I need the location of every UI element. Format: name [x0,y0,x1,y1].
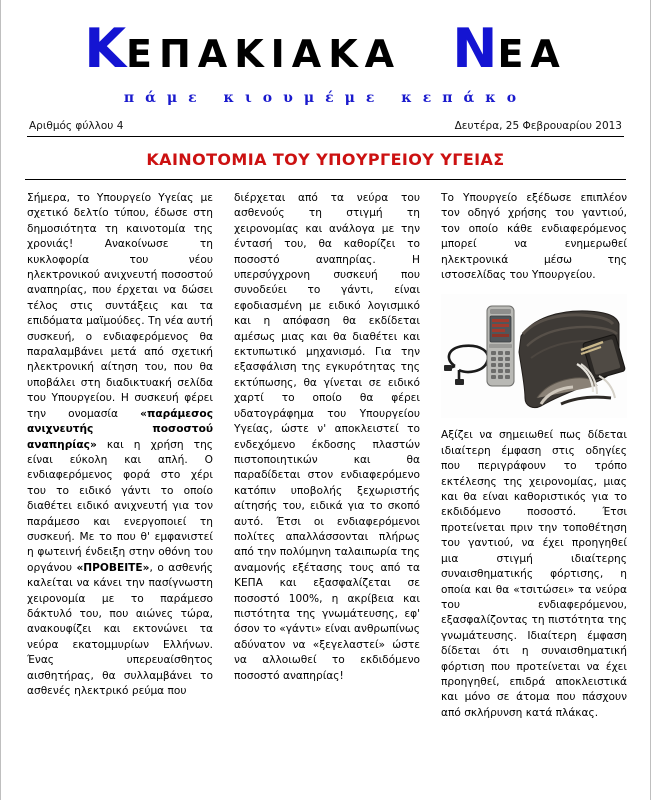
column1-bold-proveite: «ΠΡΟΒΕΙΤΕ» [76,561,150,574]
column1-segment-3: , ο ασθενής καλείται να κάνει την πασίγνωστη χειρονομία με το παράμεσο δάκτυλό του, που αιώνες τώρα, ανακουφίζει και εκτονώνει τα νεύρα εκατομμυρίων Ελλήνων. Ένας υπερευαίσθητος αισθητήρας, θα συλλαμβάνει το ασθενές ηλεκτρικό ρεύμα που [27,561,214,697]
article-photo [441,294,627,418]
article-column-3-text-top: Το Υπουργείο εξέδωσε επιπλέον τον οδηγό χρήσης του γαντιού, τον οποίο κάθε ενδιαφερόμενος μπορεί να ενημερωθεί ηλεκτρονικά μέσω της ιστοσελίδας του Υπουργείου. [441,192,627,282]
masthead-title-word-1 [84,17,402,80]
masthead-subtitle: πάμε κιουμέμε κεπάκο [123,90,528,106]
article-column-3-text-bottom: Αξίζει να σημειωθεί πως δίδεται ιδιαίτερη έμφαση στις οδηγίες που περιγράφουν το τρόπο εκτέλεσης της χειρονομίας, μιας και θα είναι καθοριστικός για το εκδιδόμενο ποσοστό. Έτσι προτείνεται πριν την τοποθέτηση του γαντιού, να έχει προηγηθεί μια στιγμή ιδιαίτερης συναισθηματικής φόρτισης, η οποία και θα «τσιτώσει» τα νεύρα του ενδιαφερόμενου, εξασφαλίζοντας τη πιστότητα της γνωμάτευσης. Ιδιαίτερη έμφαση δίδεται ότι η συναισθηματική φόρτιση που προτείνεται να έχει προηγηθεί, επιδρά αποκλειστικά και μόνο σε άτομα που πάσχουν από σκλήρυνση κατά πλάκας. [441,429,627,719]
issue-date-label: Δευτέρα, 25 Φεβρουαρίου 2013 [454,120,622,132]
article-column-1 [27,191,213,721]
column1-segment-1: Σήμερα, το Υπουργείο Υγείας με σχετικό δελτίο τύπου, έδωσε στη δημοσιότητα τη καινοτομία της χρονιάς! Ανακοίνωσε τη κυκλοφορία του νέου ηλεκτρονικού ανιχνευτή ποσοστού αναπηρίας, που έρχεται να δώσει τέλος στις συντάξεις και τα επιδόματα μαϊμούδες. Τη νέα αυτή συσκευή, ο ενδιαφερόμενος θα παραλαμβάνει μετά από σχετική ηλεκτρονική αίτηση του, που θα υποβάλει στη διαδικτυακή σελίδα του Υπουργείου. Η συσκευή φέρει την ονομασία [27,192,213,420]
masthead-dropcap-n: Ν [452,17,498,80]
masthead-dropcap-k: Κ [84,17,127,80]
article-column-1-text [27,191,213,699]
masthead-meta [27,120,624,132]
article-headline: ΚΑΙΝΟΤΟΜΙΑ ΤΟΥ ΥΠΟΥΡΓΕΙΟΥ ΥΓΕΙΑΣ [146,150,505,169]
masthead-title-rest-1: ΕΠΑΚΙΑΚΑ [126,32,402,76]
masthead-title-word-2 [452,17,567,80]
masthead-title [27,17,624,80]
article-column-2-text: διέρχεται από τα νεύρα του ασθενούς τη στιγμή τη χειρονομίας και ανάλογα με την έντασή του, θα καθορίζει το ποσοστό αναπηρίας. Η υπερσύγχρονη συσκευή που συνοδεύει το γάντι, είναι εφοδιασμένη με ειδικό λογισμικό και η απόφαση θα εκδίδεται αμέσως μιας και θα διαθέτει και εκτυπωτικό μηχανισμό. Για την εξασφάλιση της εγκυρότητας της εκτύπωσης, θα γίνεται σε ειδικό χαρτί το οποίο θα φέρει υδατογράφημα του Υπουργείου Υγείας, ώστε ν' αποκλειστεί το ενδεχόμενο έκδοσης πλαστών πιστοποιητικών και θα παραδίδεται στον ενδιαφερόμενο κατόπιν υποβολής ξεχωριστής αίτησής του, ειδικά για το σκοπό αυτό. Έτσι οι ενδιαφερόμενοι πολίτες απαλλάσσονται πλήρως από την πολύμηνη ταλαιπωρία της αναμονής εξέτασης τους από τα ΚΕΠΑ και εξασφαλίζεται σε ποσοστό 100%, η ακρίβεια και πιστότητα της γνωμάτευσης, εφ' όσον το «γάντι» είναι ανθρωπίνως αδύνατον να «ξεγελαστεί» ώστε να αλλοιωθεί το εκδιδόμενο ποσοστό αναπηρίας! [234,192,420,682]
article-column-2 [234,191,420,721]
column1-segment-2: και η χρήση της είναι εύκολη και απλή. Ο ενδιαφερόμενος φορά στο χέρι του το ειδικό γάντι το οποίο διαθέτει ειδικό ανιχνευτή για τον παράμεσο και ενεργοποιεί τη συσκευή. Με το που θ' εμφανιστεί η φωτεινή ένδειξη στην οθόνη του οργάνου [27,438,213,574]
column1-bold-device-name: «παράμεσος ανιχνευτής ποσοστού αναπηρίας» [27,407,213,451]
article-columns [1,180,650,721]
device-and-glove-photo [441,294,627,418]
masthead [1,0,650,137]
issue-number-label: Αριθμός φύλλου 4 [29,120,124,132]
masthead-divider [27,136,624,137]
article-column-3 [441,191,627,721]
device-and-glove-illustration [441,294,627,418]
masthead-title-rest-2: ΕΑ [497,32,567,76]
handheld-device-icon [487,306,514,386]
